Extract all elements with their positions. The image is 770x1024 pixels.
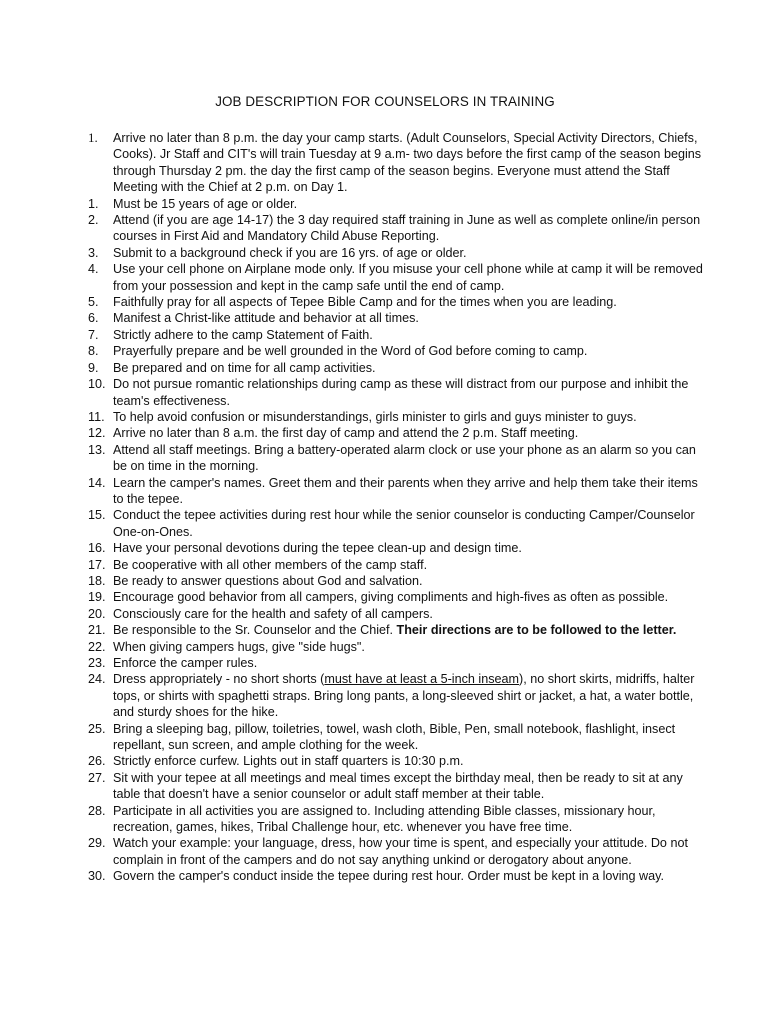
list-item	[88, 294, 708, 310]
item-number: 14.	[88, 475, 106, 490]
item-text	[113, 622, 708, 638]
list-item	[88, 507, 708, 540]
item-text: Do not pursue romantic relationships during camp as these will distract from our purpose and inhibit the team's effectiveness.	[113, 377, 689, 408]
rules-list	[88, 130, 708, 885]
item-text: Learn the camper's names. Greet them and their parents when they arrive and help them take their items to the tepee.	[113, 475, 698, 506]
item-text-regular: Dress appropriately - no short shorts (	[113, 672, 325, 687]
item-number: 24.	[88, 672, 106, 687]
item-text	[113, 671, 708, 720]
item-number: 16.	[88, 541, 106, 556]
item-number: 28.	[88, 803, 106, 818]
item-text: Attend (if you are age 14-17) the 3 day required staff training in June as well as complete online/in person courses in First Aid and Mandatory Child Abuse Reporting.	[113, 213, 701, 244]
item-text: Encourage good behavior from all campers, giving compliments and high-fives as often as possible.	[113, 590, 669, 605]
item-text: When giving campers hugs, give "side hugs".	[113, 639, 365, 654]
item-text: Watch your example: your language, dress, how your time is spent, and especially your attitude. Do not complain in front of the campers and do not say anything unkind or derogatory about anyone.	[113, 836, 688, 867]
list-item	[88, 245, 708, 261]
item-text: Participate in all activities you are assigned to. Including attending Bible classes, missionary hour, recreation, games, hikes, Tribal Challenge hour, etc. whenever you have free time.	[113, 803, 656, 835]
item-number: 8.	[88, 344, 99, 359]
list-item	[88, 606, 708, 622]
list-item	[88, 622, 708, 638]
item-number: 3.	[88, 245, 99, 260]
item-number: 1.	[88, 130, 98, 145]
list-item	[88, 557, 708, 573]
item-text: Faithfully pray for all aspects of Tepee Bible Camp and for the times when you are leading.	[113, 295, 617, 310]
item-text: Enforce the camper rules.	[113, 656, 258, 670]
list-item	[88, 212, 708, 245]
item-text: Manifest a Christ-like attitude and behavior at all times.	[113, 311, 419, 326]
item-number: 6.	[88, 311, 99, 326]
list-item	[88, 573, 708, 589]
item-text-bold: Their directions are to be followed to the letter.	[396, 623, 677, 638]
item-text-after: ), no short skirts, midriffs, halter tops, or shirts with spaghetti straps. Bring long pants, a long-sleeved shirt or jacket, a hat, a water bottle, and sturdy shoes for the hike.	[113, 672, 695, 720]
item-text: Govern the camper's conduct inside the tepee during rest hour. Order must be kept in a loving way.	[113, 869, 664, 884]
list-item	[88, 671, 708, 720]
list-item	[88, 540, 708, 556]
item-number: 23.	[88, 656, 106, 670]
list-item	[88, 770, 708, 803]
list-item	[88, 639, 708, 655]
item-text: Sit with your tepee at all meetings and meal times except the birthday meal, then be ready to sit at any table that doesn't have a senior counselor or adult staff member at their table.	[113, 770, 683, 802]
item-number: 2.	[88, 213, 99, 228]
item-text: Use your cell phone on Airplane mode only. If you misuse your cell phone while at camp it will be removed from your possession and kept in the camp safe until the end of camp.	[113, 262, 703, 293]
item-number: 19.	[88, 590, 106, 605]
item-text: Consciously care for the health and safety of all campers.	[113, 606, 433, 621]
item-text: Arrive no later than 8 p.m. the day your camp starts. (Adult Counselors, Special Activity Directors, Chiefs, Cooks). Jr Staff and CIT's will train Tuesday at 9 a.m- two days before the first camp of the season begins through Thursday 2 pm. the day the first camp of the season begins. Everyone must attend the Staff Meeting with the Chief at 2 p.m. on Day 1.	[113, 131, 702, 195]
item-number: 17.	[88, 557, 106, 572]
item-number: 27.	[88, 770, 106, 785]
list-item	[88, 753, 708, 769]
list-item	[88, 721, 708, 754]
item-number: 12.	[88, 426, 106, 441]
list-item	[88, 475, 708, 508]
item-text: Have your personal devotions during the tepee clean-up and design time.	[113, 541, 522, 556]
list-item	[88, 442, 708, 475]
item-number: 13.	[88, 442, 106, 457]
item-text: Conduct the tepee activities during rest hour while the senior counselor is conducting Camper/Counselor One-on-Ones.	[113, 508, 695, 539]
item-number: 9.	[88, 360, 99, 375]
item-number: 7.	[88, 327, 99, 342]
item-text: Must be 15 years of age or older.	[113, 196, 298, 211]
list-item	[88, 409, 708, 425]
item-text: Arrive no later than 8 a.m. the first day of camp and attend the 2 p.m. Staff meeting.	[113, 426, 579, 441]
item-text-underlined: must have at least a 5-inch inseam	[324, 672, 519, 687]
list-item	[88, 425, 708, 441]
item-text: To help avoid confusion or misunderstandings, girls minister to girls and guys minister to guys.	[113, 409, 637, 424]
list-item	[88, 343, 708, 359]
item-text: Strictly adhere to the camp Statement of Faith.	[113, 327, 373, 342]
document-title: JOB DESCRIPTION FOR COUNSELORS IN TRAINING	[215, 94, 555, 109]
item-text-regular: Be responsible to the Sr. Counselor and the Chief.	[113, 623, 397, 638]
item-number: 26.	[88, 754, 106, 769]
list-item	[88, 327, 708, 343]
item-text: Be cooperative with all other members of the camp staff.	[113, 557, 428, 572]
item-number: 30.	[88, 869, 106, 884]
item-number: 11.	[88, 409, 105, 424]
list-item	[88, 130, 708, 196]
item-text: Strictly enforce curfew. Lights out in staff quarters is 10:30 p.m.	[113, 754, 464, 769]
item-text: Attend all staff meetings. Bring a battery-operated alarm clock or use your phone as an alarm so you can be on time in the morning.	[113, 442, 696, 474]
list-item	[88, 310, 708, 326]
list-item	[88, 868, 708, 884]
item-text: Prayerfully prepare and be well grounded in the Word of God before coming to camp.	[113, 344, 588, 359]
item-number: 21.	[88, 623, 106, 638]
list-item	[88, 589, 708, 605]
item-number: 25.	[88, 721, 106, 736]
list-item	[88, 261, 708, 294]
item-number: 1.	[88, 196, 99, 211]
item-text: Be ready to answer questions about God and salvation.	[113, 573, 423, 588]
item-number: 4.	[88, 262, 99, 277]
item-text: Submit to a background check if you are 16 yrs. of age or older.	[113, 245, 467, 260]
item-number: 20.	[88, 606, 106, 621]
list-item	[88, 655, 708, 671]
item-number: 10.	[88, 377, 106, 392]
item-number: 5.	[88, 295, 99, 310]
list-item	[88, 196, 708, 212]
item-text: Bring a sleeping bag, pillow, toiletries, towel, wash cloth, Bible, Pen, small notebook, flashlight, insect repellant, sun screen, and ample clothing for the week.	[113, 721, 676, 753]
list-item	[88, 803, 708, 836]
item-number: 22.	[88, 639, 106, 654]
list-item	[88, 835, 708, 868]
list-item	[88, 376, 708, 409]
item-number: 29.	[88, 836, 106, 851]
item-text: Be prepared and on time for all camp activities.	[113, 360, 376, 375]
list-item	[88, 360, 708, 376]
item-number: 15.	[88, 508, 106, 523]
item-number: 18.	[88, 573, 106, 588]
